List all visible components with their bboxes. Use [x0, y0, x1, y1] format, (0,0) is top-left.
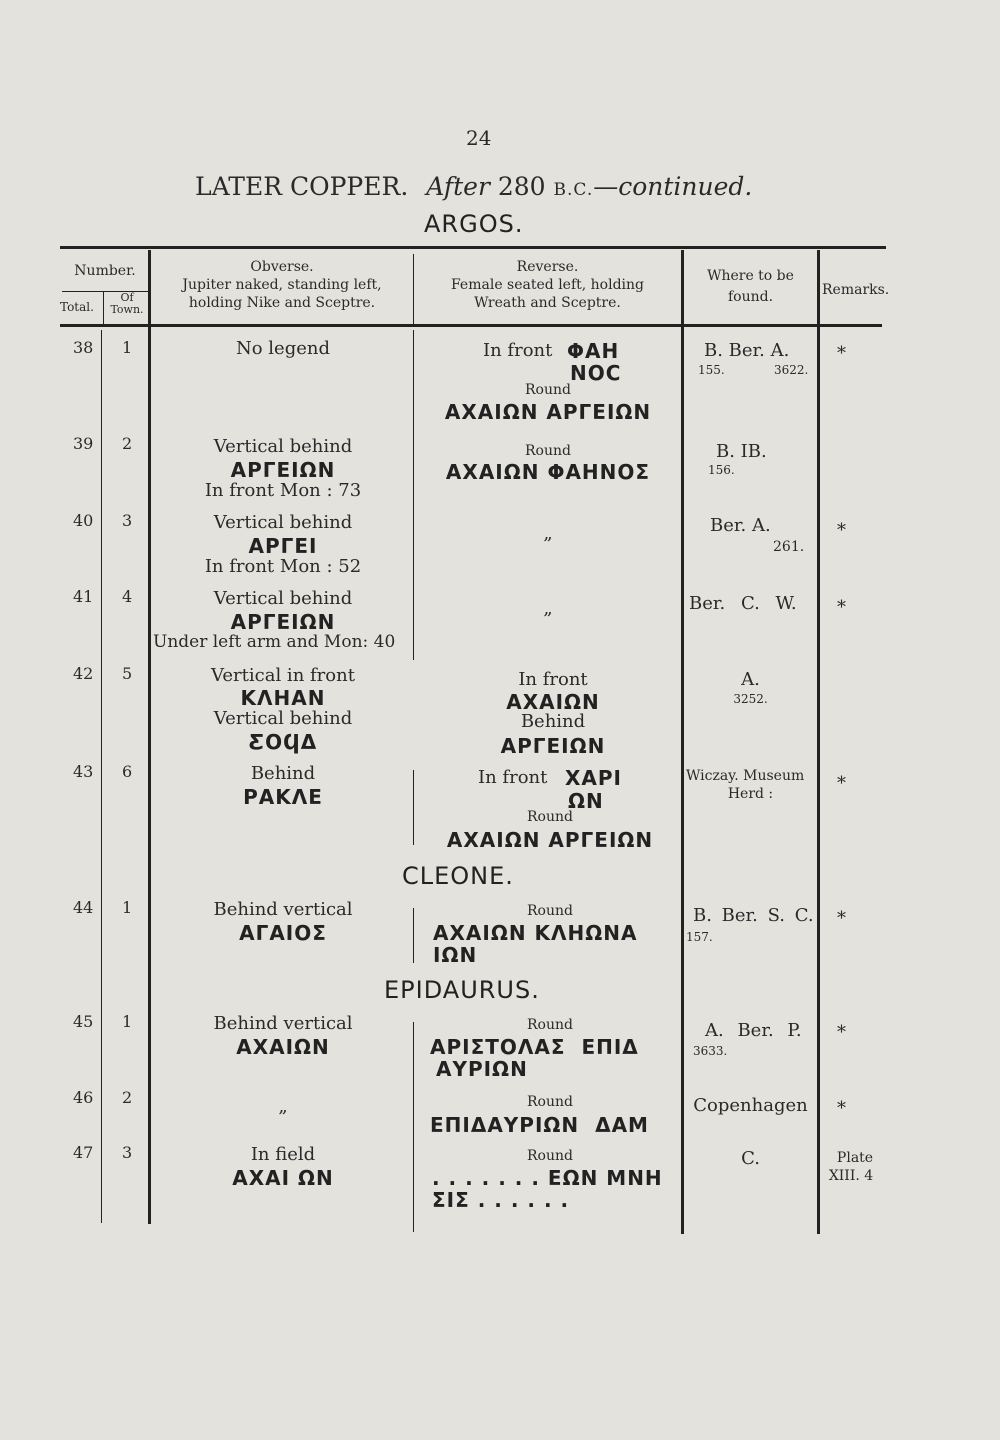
obverse-text: No legend	[235, 338, 330, 359]
header-where-line1: Where to be	[707, 268, 794, 284]
header-obverse	[152, 258, 412, 312]
where-found: Ber. A.	[710, 515, 771, 536]
reverse-ditto: „	[543, 598, 553, 619]
header-reverse-line2: Wreath and Sceptre.	[474, 295, 621, 311]
remark: *	[837, 343, 846, 364]
reverse-greek: ΝΟϹ	[570, 361, 622, 385]
obverse-greek: ΚΛΗΑΝ	[240, 686, 326, 710]
row-town: 2	[122, 1088, 133, 1107]
row-total: 46	[73, 1088, 94, 1107]
header-reverse	[415, 258, 680, 312]
obverse-text: Behind vertical	[213, 1013, 353, 1034]
where-found: A.	[741, 669, 760, 690]
reverse-infront: In front	[483, 340, 553, 361]
obverse-greek: ΑΓΑΙΟΣ	[239, 921, 327, 945]
obverse-greek: ΑΧΑΙ ΩΝ	[232, 1166, 334, 1190]
header-where-line2: found.	[727, 289, 774, 305]
reverse-greek: . . . . . . . ΕΩΝ ΜΝΗ	[432, 1166, 663, 1190]
header-of-town	[105, 292, 149, 316]
obverse-text: In field	[250, 1144, 316, 1165]
where-ref: 3633.	[693, 1044, 728, 1058]
reverse-round: Round	[525, 382, 571, 398]
header-obverse-title: Obverse.	[250, 259, 314, 275]
obverse-greek: ΡΑΚΛΕ	[243, 785, 323, 809]
obverse-text: Vertical behind	[213, 436, 353, 457]
row-total: 45	[73, 1012, 94, 1031]
obverse-text: In front Mon : 52	[204, 556, 362, 577]
reverse-round: Round	[527, 1094, 573, 1110]
header-bottom-rule	[60, 324, 882, 327]
remark: *	[837, 1098, 846, 1119]
where-found: Copenhagen	[693, 1095, 808, 1116]
title-after: After	[426, 172, 490, 201]
obverse-text: Behind vertical	[213, 899, 353, 920]
row-total: 47	[73, 1143, 94, 1162]
where-found: Herd :	[727, 786, 774, 802]
obverse-text: Under left arm and Mon: 40	[153, 632, 396, 652]
reverse-greek: ΑΧΑΙΩΝ ΑΡΓΕΙΩΝ	[444, 400, 652, 424]
header-reverse-title: Reverse.	[516, 259, 579, 275]
where-ref: 155.	[698, 363, 725, 377]
where-ref: 261.	[773, 539, 805, 555]
row-total: 40	[73, 511, 94, 530]
remark: *	[837, 520, 846, 541]
where-found: B. Ber. A.	[704, 340, 790, 361]
reverse-greek: ΑΥΡΙΩΝ	[436, 1057, 528, 1081]
obverse-text: Vertical behind	[213, 512, 353, 533]
row-total: 44	[73, 898, 94, 917]
header-number: Number.	[74, 263, 136, 279]
where-found: C.	[741, 1148, 760, 1169]
col-rule-total-body	[101, 330, 102, 1223]
obverse-text: Vertical behind	[213, 588, 353, 609]
row-total: 39	[73, 434, 94, 453]
reverse-greek: ΣΙΣ . . . . . .	[432, 1188, 570, 1212]
col-rule-total	[103, 292, 104, 324]
row-town: 4	[122, 587, 133, 606]
col-rule-where	[817, 250, 820, 1234]
obverse-greek: ΑΡΓΕΙΩΝ	[230, 610, 336, 634]
reverse-round: Round	[527, 1148, 573, 1164]
title-era: B.C.	[553, 180, 594, 200]
header-reverse-line1: Female seated left, holding	[450, 277, 645, 293]
where-ref: 3252.	[733, 692, 768, 706]
where-found: A. Ber. P.	[705, 1020, 802, 1041]
remark: *	[837, 773, 846, 794]
reverse-greek: ΙΩΝ	[433, 943, 478, 967]
header-of-town-line2: Town.	[110, 303, 144, 316]
obverse-text: Vertical behind	[213, 708, 353, 729]
reverse-round: Round	[527, 1017, 573, 1033]
where-found: Ber. C. W.	[689, 593, 797, 614]
row-total: 38	[73, 338, 94, 357]
reverse-infront: In front	[518, 669, 588, 690]
obverse-greek: ƸΟϤΔ	[248, 730, 318, 754]
reverse-greek: ΑΧΑΙΩΝ	[506, 690, 600, 714]
remark: Plate	[836, 1150, 874, 1166]
reverse-round: Round	[525, 443, 571, 459]
reverse-greek: ΑΧΑΙΩΝ ΑΡΓΕΙΩΝ	[446, 828, 654, 852]
header-where	[684, 266, 817, 308]
section-epidaurus: EPIDAURUS.	[384, 976, 540, 1004]
page-number: 24	[466, 126, 492, 150]
header-total: Total.	[60, 300, 94, 314]
row-total: 43	[73, 762, 94, 781]
where-found: B. Ber. S. C.	[693, 905, 814, 926]
reverse-greek: ΧΑΡΙ	[565, 766, 622, 790]
section-argos: ARGOS.	[424, 210, 524, 238]
obverse-text: Vertical in front	[211, 665, 355, 686]
obverse-text: Behind	[250, 763, 316, 784]
row-town: 1	[122, 1012, 133, 1031]
header-obverse-line1: Jupiter naked, standing left,	[182, 277, 382, 293]
reverse-ditto: „	[543, 523, 553, 544]
reverse-greek: ΕΠΙΔΑΥΡΙΩΝ ΔΑΜ	[430, 1113, 649, 1137]
row-town: 3	[122, 1143, 133, 1162]
header-of-town-line1: Of	[120, 291, 134, 304]
page-title	[195, 172, 752, 201]
col-rule-obverse-head	[413, 254, 414, 324]
section-cleone: CLEONE.	[402, 862, 514, 890]
reverse-greek: ΩΝ	[568, 789, 604, 813]
title-year: 280	[497, 172, 546, 201]
reverse-greek: ΑΡΓΕΙΩΝ	[500, 734, 606, 758]
row-town: 2	[122, 434, 133, 453]
header-obverse-line2: holding Nike and Sceptre.	[188, 295, 376, 311]
remark: *	[837, 1022, 846, 1043]
col-rule-number	[148, 250, 151, 1224]
obverse-text: In front Mon : 73	[204, 480, 362, 501]
reverse-round: Round	[527, 903, 573, 919]
title-main: LATER COPPER.	[195, 172, 409, 201]
reverse-greek: ΑΡΙΣΤΟΛΑΣ ΕΠΙΔ	[430, 1035, 639, 1059]
remark: XIII. 4	[828, 1168, 874, 1184]
reverse-behind: Behind	[520, 711, 586, 732]
reverse-round: Round	[527, 809, 573, 825]
header-remarks: Remarks.	[822, 282, 890, 298]
reverse-infront: In front	[478, 767, 548, 788]
where-ref: 156.	[708, 463, 735, 477]
row-total: 42	[73, 664, 94, 683]
remark: *	[837, 597, 846, 618]
row-total: 41	[73, 587, 94, 606]
obverse-greek: ΑΡΓΕΙΩΝ	[230, 458, 336, 482]
obverse-greek: ΑΧΑΙΩΝ	[236, 1035, 330, 1059]
reverse-greek: ΑΧΑΙΩΝ ΦΑΗΝΟΣ	[445, 460, 651, 484]
row-town: 6	[122, 762, 133, 781]
remark: *	[837, 908, 846, 929]
row-town: 1	[122, 338, 133, 357]
reverse-greek: ΦΑΗ	[567, 339, 620, 363]
header-top-rule	[60, 246, 886, 249]
where-ref: 3622.	[774, 363, 809, 377]
where-found: Wiczay. Museum	[686, 768, 805, 784]
row-town: 1	[122, 898, 133, 917]
where-ref: 157.	[686, 930, 713, 944]
row-town: 5	[122, 664, 133, 683]
row-town: 3	[122, 511, 133, 530]
title-continued: —continued.	[593, 172, 753, 201]
reverse-greek: ΑΧΑΙΩΝ ΚΛΗΩΝΑ	[433, 921, 638, 945]
obverse-greek: ΑΡΓΕΙ	[248, 534, 318, 558]
where-found: B. IB.	[716, 441, 767, 462]
obverse-ditto: „	[278, 1096, 288, 1117]
